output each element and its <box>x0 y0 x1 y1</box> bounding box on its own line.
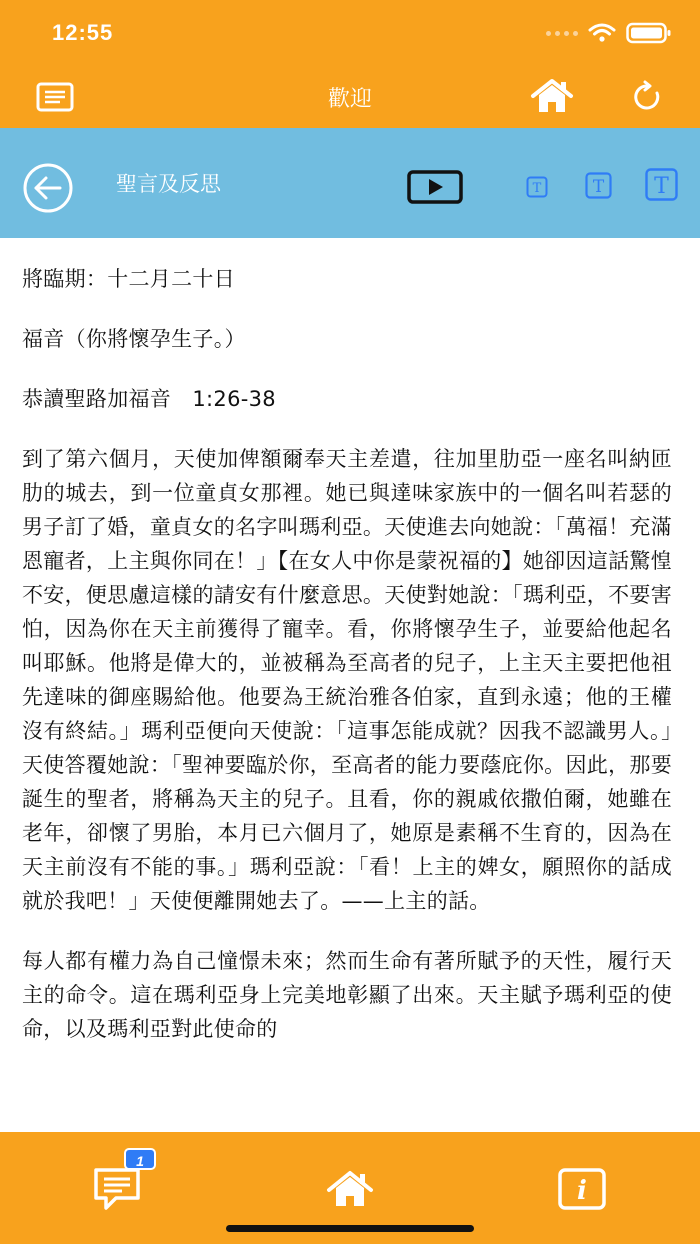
text-small-icon[interactable] <box>526 176 548 198</box>
svg-text:T: T <box>532 181 542 196</box>
reading-toolbar <box>0 128 700 238</box>
svg-text:T: T <box>592 177 605 197</box>
battery-icon <box>626 22 672 44</box>
signal-dots-icon <box>546 31 578 36</box>
play-icon[interactable] <box>407 170 463 204</box>
wifi-icon <box>588 23 616 43</box>
refresh-icon[interactable] <box>630 80 664 114</box>
gospel-heading: 福音（你將懷孕生子。） <box>22 327 246 351</box>
reflection-text: 每人都有權力為自己憧憬未來；然而生命有著所賦予的天性，履行天主的命令。這在瑪利亞身上完美地彰顯了出來。天主賦予瑪利亞的使命，以及瑪利亞對此使命的 <box>22 949 672 1041</box>
unread-badge: 1 <box>124 1148 156 1170</box>
home-icon[interactable] <box>530 78 574 114</box>
season-heading: 將臨期：十二月二十日 <box>22 267 235 291</box>
back-icon[interactable] <box>22 162 74 214</box>
svg-text:i: i <box>577 1176 587 1206</box>
text-large-icon[interactable] <box>645 168 678 201</box>
info-icon[interactable] <box>558 1168 606 1210</box>
messages-icon[interactable] <box>92 1166 142 1212</box>
home-tab-icon[interactable] <box>326 1170 374 1208</box>
reading-content <box>22 262 672 1132</box>
section-title: 聖言及反思 <box>116 172 221 196</box>
svg-text:T: T <box>654 174 669 199</box>
page-title: 歡迎 <box>327 87 372 112</box>
gospel-text: 到了第六個月，天使加俾額爾奉天主差遣，往加里肋亞一座名叫納匝肋的城去，到一位童貞女那裡。她已與達味家族中的一個名叫若瑟的男子訂了婚，童貞女的名字叫瑪利亞。天使進去向她說：「萬福！充滿恩寵者，上主與你同在！」【在女人中你是蒙祝福的】她卻因這話驚惶不安，便思慮這樣的請安有什麼意思。天使對她說：「瑪利亞，不要害怕，因為你在天主前獲得了寵幸。看，你將懷孕生子，並要給他起名叫耶穌。他將是偉大的，並被稱為至高者的兒子，上主天主要把他祖先達味的御座賜給他。他要為王統治雅各伯家，直到永遠；他的王權沒有終結。」瑪利亞便向天使說：「這事怎能成就？因我不認識男人。」天使答覆她說：「聖神要臨於你，至高者的能力要蔭庇你。因此，那要誕生的聖者，將稱為天主的兒子。且看，你的親戚依撒伯爾，她雖在老年，卻懷了男胎，本月已六個月了，她原是素稱不生育的，因為在天主前沒有不能的事。」瑪利亞說：「看！上主的婢女，願照你的話成就於我吧！」天使便離開她去了。——上主的話。 <box>22 447 672 913</box>
status-time: 12:55 <box>52 20 114 45</box>
home-indicator <box>226 1225 474 1232</box>
gospel-reference: 恭讀聖路加福音 1:26-38 <box>22 387 276 411</box>
top-navigation-bar <box>0 0 700 128</box>
text-medium-icon[interactable] <box>585 172 612 199</box>
status-indicators <box>546 22 672 44</box>
